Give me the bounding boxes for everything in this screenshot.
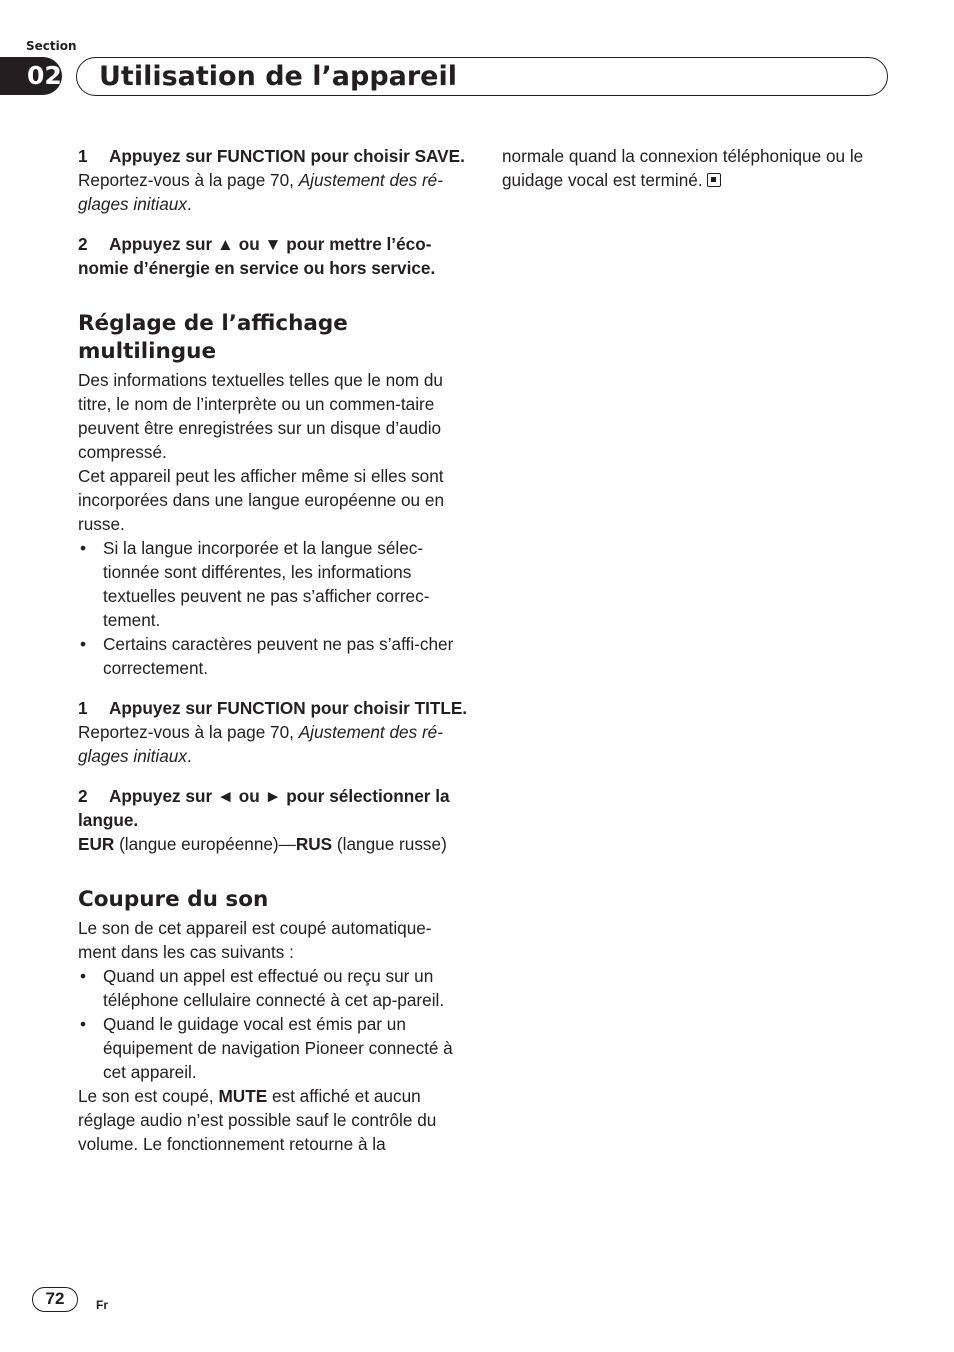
- reference-text: Reportez-vous à la page 70,: [78, 722, 299, 742]
- language-code: Fr: [96, 1298, 108, 1312]
- chapter-title-box: [76, 57, 888, 96]
- coupure-text-end: est affiché et aucun réglage audio n’est possible sauf le contrôle du volume. Le fonctionnement retourne à la: [78, 1086, 437, 1154]
- right-column: [502, 144, 887, 192]
- chapter-title: Utilisation de l’appareil: [99, 61, 458, 92]
- left-column: [78, 144, 468, 1156]
- multilingue-bullets: [78, 536, 468, 680]
- step-number: 2: [78, 234, 88, 254]
- step-save-1: [78, 144, 468, 168]
- coupure-paragraph-2: [78, 1084, 468, 1156]
- section-number-badge: 02: [0, 57, 62, 95]
- coupure-paragraph-1: Le son de cet appareil est coupé automatique-ment dans les cas suivants :: [78, 918, 432, 962]
- reference-text: Reportez-vous à la page 70,: [78, 170, 299, 190]
- reference-title: Ajustement des ré-glages initiaux: [78, 722, 443, 766]
- step-title-1: [78, 696, 468, 720]
- reference-end: .: [186, 194, 192, 214]
- option-eur: EUR: [78, 834, 115, 854]
- step-text: Appuyez sur ▲ ou ▼ pour mettre l’éco-nomie d’énergie en service ou hors service.: [78, 234, 436, 278]
- list-item: • Si la langue incorporée et la langue sélec-tionnée sont différentes, les informations textuelles peuvent ne pas s’afficher correc-tement.: [78, 536, 468, 632]
- reference-end: .: [186, 746, 192, 766]
- end-of-section-icon: [707, 173, 721, 187]
- step-save-2: [78, 232, 468, 280]
- multilingue-paragraph-1: Des informations textuelles telles que le nom du titre, le nom de l’interprète ou un commen-taire peuvent être enregistrées sur un disque d’audio compressé.: [78, 370, 443, 462]
- step-number: 1: [78, 698, 88, 718]
- multilingue-paragraph-2: Cet appareil peut les afficher même si elles sont incorporées dans une langue européenne ou en russe.: [78, 466, 445, 534]
- save-reference: [78, 168, 468, 216]
- heading-coupure: Coupure du son: [78, 887, 269, 912]
- heading-multilingue: Réglage de l’affichage multilingue: [78, 311, 348, 364]
- list-item: • Quand le guidage vocal est émis par un équipement de navigation Pioneer connecté à cet appareil.: [78, 1012, 468, 1084]
- continuation-text: normale quand la connexion téléphonique ou le guidage vocal est terminé.: [502, 146, 864, 190]
- option-eur-desc: (langue européenne)—: [114, 834, 296, 854]
- language-options: [78, 832, 468, 856]
- coupure-text: Le son est coupé,: [78, 1086, 219, 1106]
- list-item: • Quand un appel est effectué ou reçu sur un téléphone cellulaire connecté à cet ap-pareil.: [78, 964, 468, 1012]
- step-text: Appuyez sur ◄ ou ► pour sélectionner la langue.: [78, 786, 450, 830]
- title-reference: [78, 720, 468, 768]
- step-number: 2: [78, 786, 88, 806]
- step-text: Appuyez sur FUNCTION pour choisir SAVE.: [109, 146, 465, 166]
- step-text: Appuyez sur FUNCTION pour choisir TITLE.: [109, 698, 468, 718]
- reference-title: Ajustement des ré-glages initiaux: [78, 170, 443, 214]
- option-rus: RUS: [295, 834, 333, 854]
- option-rus-desc: (langue russe): [332, 834, 447, 854]
- step-number: 1: [78, 146, 88, 166]
- step-title-2: [78, 784, 468, 832]
- page-number: 72: [32, 1287, 78, 1312]
- coupure-bullets: [78, 964, 468, 1084]
- mute-label: MUTE: [218, 1086, 268, 1106]
- list-item: • Certains caractères peuvent ne pas s’affi-cher correctement.: [78, 632, 468, 680]
- section-label: Section: [26, 39, 77, 53]
- continuation-paragraph: [502, 144, 887, 192]
